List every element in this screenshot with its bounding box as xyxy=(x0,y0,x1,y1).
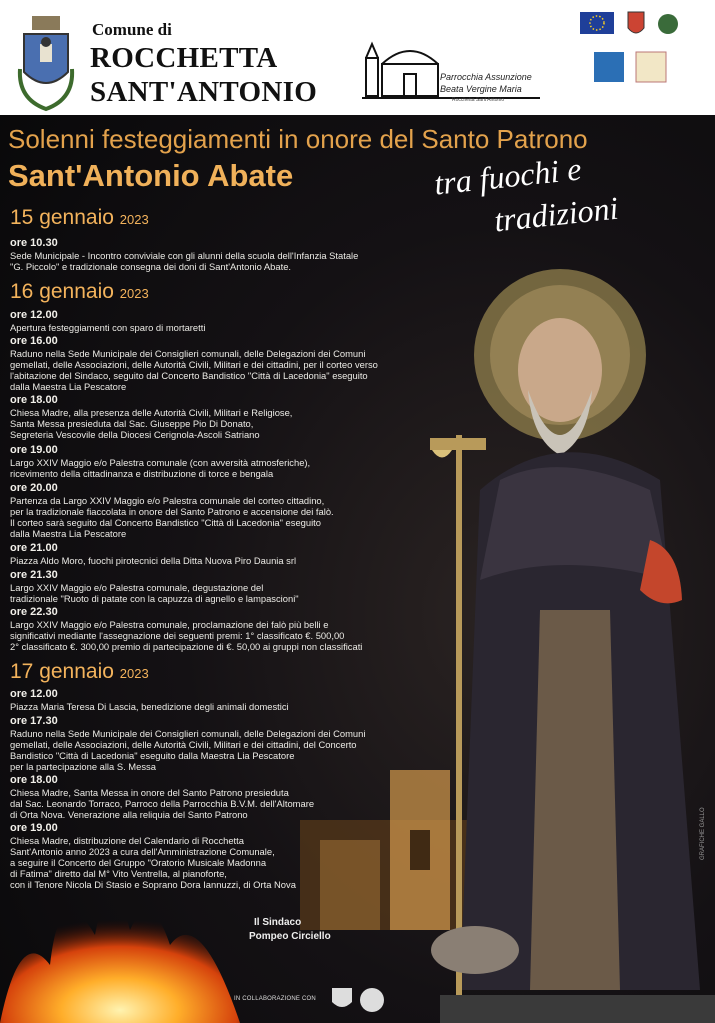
printer-credit: GRAFICHE GALLO xyxy=(700,807,706,860)
municipal-crest-icon xyxy=(14,14,78,114)
event-time: ore 16.00 xyxy=(10,335,58,347)
event-description: Raduno nella Sede Municipale dei Consiglieri comunali, delle Delegazioni dei Comuni gemellati, delle Associazioni, delle Autorità Civili, Militari e dei cittadini, del Concerto Bandistico "Città di Lacedonia" eseguito dalla Maestra Lia Pescatore per la partecipazione alla S. Messa xyxy=(10,728,366,772)
event-description: Largo XXIV Maggio e/o Palestra comunale (con avversità atmosferiche), ricevimento della cittadinanza e distribuzione di torce e bengala xyxy=(10,457,311,479)
mayor-name: Pompeo Circiello xyxy=(249,931,331,942)
saint-statue-image xyxy=(420,250,715,1023)
mayor-title: Il Sindaco xyxy=(254,917,302,928)
event-time: ore 10.30 xyxy=(10,237,58,249)
event-description: Largo XXIV Maggio e/o Palestra comunale, degustazione del tradizionale "Ruoto di patate con la capuzza di agnello e lampascioni" xyxy=(10,582,299,604)
event-time: ore 22.30 xyxy=(10,606,58,618)
church-logo-icon xyxy=(362,34,542,106)
event-description: Sede Municipale - Incontro conviviale con gli alunni della scuola dell'Infanzia Statale "G. Piccolo" e tradizionale consegna dei doni di Sant'Antonio Abate. xyxy=(10,250,359,272)
event-description: Raduno nella Sede Municipale dei Consiglieri comunali, delle Delegazioni dei Comuni gemellati, delle Associazioni, delle Autorità Civili, Militari e dei cittadini, per il corteo verso l'abitazione del Sindaco, seguito dal Concerto Bandistico "Città di Lacedonia" eseguito dalla Maestra Lia Pescatore xyxy=(10,348,378,392)
day-heading-15: 15 gennaio 2023 xyxy=(10,206,149,229)
day-heading-17: 17 gennaio 2023 xyxy=(10,660,149,683)
sponsor-logo-icon xyxy=(636,52,666,82)
event-description: Piazza Aldo Moro, fuochi pirotecnici della Ditta Nuova Piro Daunia srl xyxy=(10,555,297,566)
event-description: Partenza da Largo XXIV Maggio e/o Palestra comunale del corteo cittadino, per la tradizionale fiaccolata in onore del Santo Patrono e accensione dei falò. Il corteo sarà seguito dal Concerto Bandistico "Città di Lacedonia" eseguito dalla Maestra Lia Pescatore xyxy=(10,495,334,539)
event-description: Apertura festeggiamenti con sparo di mortaretti xyxy=(10,322,206,333)
event-time: ore 18.00 xyxy=(10,394,58,406)
event-time: ore 12.00 xyxy=(10,309,58,321)
comune-di-label: Comune di xyxy=(92,20,172,39)
collaboration-logos xyxy=(330,986,390,1014)
event-description: Chiesa Madre, Santa Messa in onore del Santo Patrono presieduta dal Sac. Leonardo Torraco, Parroco della Parrocchia B.V.M. dell'Altomare di Orta Nova. Venerazione alla reliquia del Santo Patrono xyxy=(10,787,315,820)
collaboration-label: IN COLLABORAZIONE CON xyxy=(234,996,316,1002)
pilot-logo-icon xyxy=(594,52,624,82)
event-description: Piazza Maria Teresa Di Lascia, benedizione degli animali domestici xyxy=(10,701,289,712)
association-seal-icon xyxy=(360,988,384,1012)
event-time: ore 21.00 xyxy=(10,542,58,554)
event-time: ore 18.00 xyxy=(10,774,58,786)
parish-name-line1: Parrocchia Assunzione xyxy=(440,72,532,82)
event-description: Largo XXIV Maggio e/o Palestra comunale, proclamazione dei falò più belli e significativi mediante l'assegnazione dei seguenti premi: 1° classificato €. 500,00 2° classificato €. 300,00 premio di partecipazione di €. 50,00 ai gruppi non classificati xyxy=(10,619,363,652)
event-description: Chiesa Madre, distribuzione del Calendario di Rocchetta Sant'Antonio anno 2023 a cura dell'Amministrazione Comunale, a seguire il Concerto del Gruppo "Oratorio Musicale Madonna di Fatima" diretto dal M° Vito Ventrella, al pianoforte, con il Tenore Nicola Di Stasio e Soprano Dora Iannuzzi, di Orta Nova xyxy=(10,835,296,890)
province-crest-icon xyxy=(658,14,678,34)
parish-name-line3: Rocchetta Sant'Antonio xyxy=(452,97,505,103)
tagline-line2: tradizioni xyxy=(492,189,620,239)
comune-name-line1: ROCCHETTA xyxy=(90,42,278,74)
military-crest-icon xyxy=(332,988,352,1007)
event-time: ore 12.00 xyxy=(10,688,58,700)
event-description: Chiesa Madre, alla presenza delle Autorità Civili, Militari e Religiose, Santa Messa presieduta dal Sac. Giuseppe Pio Di Donato, Segreteria Vescovile della Diocesi Cerignola-Ascoli Satriano xyxy=(10,407,293,440)
tagline-line1: tra fuochi e xyxy=(432,150,583,202)
parish-name-line2: Beata Vergine Maria xyxy=(440,84,522,94)
event-time: ore 21.30 xyxy=(10,569,58,581)
event-time: ore 17.30 xyxy=(10,715,58,727)
day-heading-16: 16 gennaio 2023 xyxy=(10,280,149,303)
subtitle: Solenni festeggiamenti in onore del Santo Patrono xyxy=(8,124,588,154)
comune-name-line2: SANT'ANTONIO xyxy=(90,76,318,108)
region-crest-icon xyxy=(628,12,644,33)
header-band xyxy=(0,0,715,115)
event-time: ore 19.00 xyxy=(10,444,58,456)
partner-logos xyxy=(576,8,706,88)
main-title: Sant'Antonio Abate xyxy=(8,158,294,193)
event-time: ore 19.00 xyxy=(10,822,58,834)
event-time: ore 20.00 xyxy=(10,482,58,494)
